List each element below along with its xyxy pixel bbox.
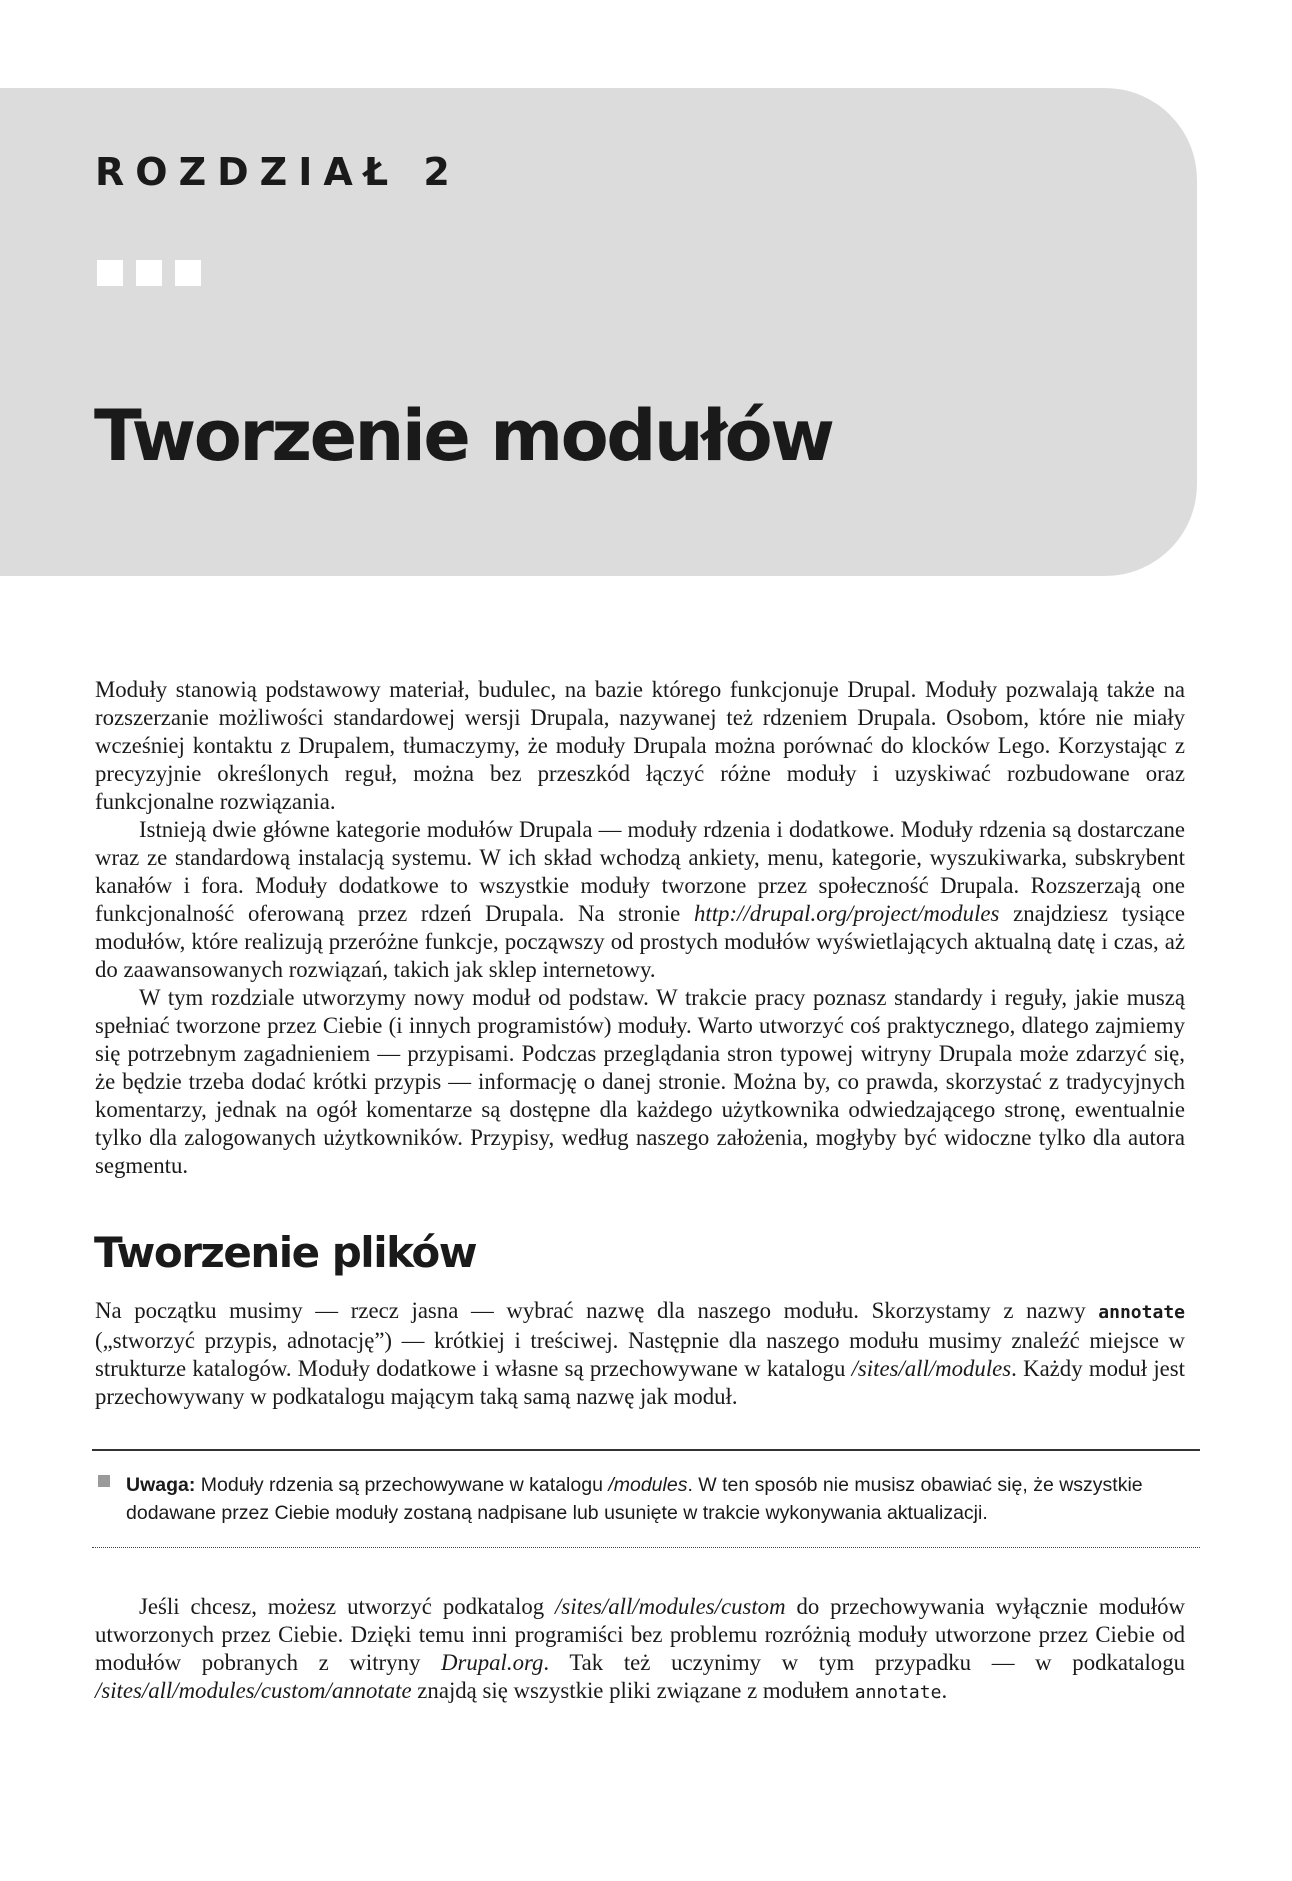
custom-path: /sites/all/modules/custom: [555, 1594, 786, 1619]
section-paragraph-1-text-mid: („stworzyć przypis, adnotację”) — krótkiej i treściwej. Następnie dla naszego modułu musimy znaleźć miejsce w strukturze katalogów. Moduły dodatkowe i własne są przechowywane w katalogu: [95, 1328, 1185, 1381]
closing-text-1: Jeśli chcesz, możesz utworzyć podkatalog: [139, 1594, 556, 1619]
section-paragraph-1-text-end: . Każdy moduł jest przechowywany w podkatalogu mającym taką samą nazwę jak moduł.: [95, 1356, 1185, 1409]
section-text: [95, 1297, 1185, 1411]
closing-text-5: .: [941, 1678, 948, 1703]
intro-paragraph-1: Moduły stanowią podstawowy materiał, budulec, na bazie którego funkcjonuje Drupal. Moduły pozwalają także na rozszerzanie możliwości standardowej wersji Drupala, nazywanej też rdzeniem Drupala. Osobom, które nie miały wcześniej kontaktu z Drupalem, tłumaczymy, że moduły Drupala można porównać do klocków Lego. Korzystając z precyzyjnie określonych reguł, można bez przeszkód łączyć różne moduły i uzyskiwać rozbudowane oraz funkcjonalne rozwiązania.: [95, 677, 1185, 814]
note-text-end: . W ten sposób nie musisz obawiać się, że wszystkie dodawane przez Ciebie moduły zostaną nadpisane lub usunięte w trakcie wykonywania aktualizacji.: [126, 1474, 1143, 1524]
intro-paragraph-2-text-end: znajdziesz tysiące modułów, które realizują przeróżne funkcje, począwszy od prostych modułów wyświetlających aktualną datę i czas, aż do zaawansowanych rozwiązań, takich jak sklep internetowy.: [95, 901, 1185, 982]
chapter-label: ROZDZIAŁ 2: [95, 150, 461, 194]
intro-paragraph-3: W tym rozdziale utworzymy nowy moduł od podstaw. W trakcie pracy poznasz standardy i reguły, jakie muszą spełniać tworzone przez Ciebie (i innych programistów) moduły. Warto utworzyć coś praktycznego, dlatego zajmiemy się potrzebnym zagadnieniem — przypisami. Podczas przeglądania stron typowej witryny Drupala może zdarzyć się, że będzie trzeba dodać krótki przypis — informację o danej stronie. Można by, co prawda, skorzystać z tradycyjnych komentarzy, jednak na ogół komentarze są dostępne dla każdego użytkownika odwiedzającego stronę, ewentualnie tylko dla zalogowanych użytkowników. Przypisy, według naszego założenia, mogłyby być widoczne tylko dla autora segmentu.: [95, 985, 1185, 1178]
closing-text-2: do przechowywania wyłącznie modułów utworzonych przez Ciebie. Dzięki temu inni programiści bez problemu rozróżnią moduły utworzone przez Ciebie od modułów pobranych z witryny: [95, 1594, 1185, 1675]
modules-url: http://drupal.org/project/modules: [693, 901, 1000, 926]
note-box: [92, 1449, 1200, 1548]
closing-text-4: znajdą się wszystkie pliki związane z modułem: [411, 1678, 855, 1703]
decoration-square: [97, 260, 123, 286]
chapter-title: Tworzenie modułów: [94, 395, 833, 477]
chapter-decoration: [97, 260, 201, 286]
modules-path: /sites/all/modules: [851, 1356, 1012, 1381]
closing-paragraph: [95, 1593, 1185, 1707]
annotate-code: annotate: [854, 1682, 942, 1703]
section-title: Tworzenie plików: [94, 1228, 477, 1277]
section-paragraph-1-text: Na początku musimy — rzecz jasna — wybrać nazwę dla naszego modułu. Skorzystamy z nazwy: [95, 1298, 1099, 1323]
annotate-path: /sites/all/modules/custom/annotate: [95, 1678, 412, 1703]
section-paragraph-1: [95, 1297, 1185, 1411]
decoration-square: [136, 260, 162, 286]
note-label: Uwaga:: [126, 1474, 196, 1496]
decoration-square: [175, 260, 201, 286]
intro-paragraph-2: [95, 816, 1185, 984]
note-path: /modules: [608, 1474, 688, 1496]
closing-text-3: . Tak też uczynimy w tym przypadku — w podkatalogu: [543, 1650, 1185, 1675]
intro-paragraph-2-text: Istnieją dwie główne kategorie modułów Drupala — moduły rdzenia i dodatkowe. Moduły rdzenia są dostarczane wraz ze standardową instalacją systemu. W ich skład wchodzą ankiety, menu, kategorie, wyszukiwarka, subskrybent kanałów i fora. Moduły dodatkowe to wszystkie moduły tworzone przez społeczność Drupala. Rozszerzają one funkcjonalność oferowaną przez rdzeń Drupala. Na stronie: [95, 817, 1185, 926]
note-text: [126, 1471, 1166, 1527]
module-name-code: annotate: [1098, 1302, 1185, 1323]
drupal-site-name: Drupal.org: [441, 1650, 544, 1675]
closing-text: [95, 1593, 1185, 1707]
note-icon: [98, 1475, 110, 1487]
note-text-start: Moduły rdzenia są przechowywane w katalogu: [195, 1474, 609, 1496]
intro-text: [95, 676, 1185, 1180]
